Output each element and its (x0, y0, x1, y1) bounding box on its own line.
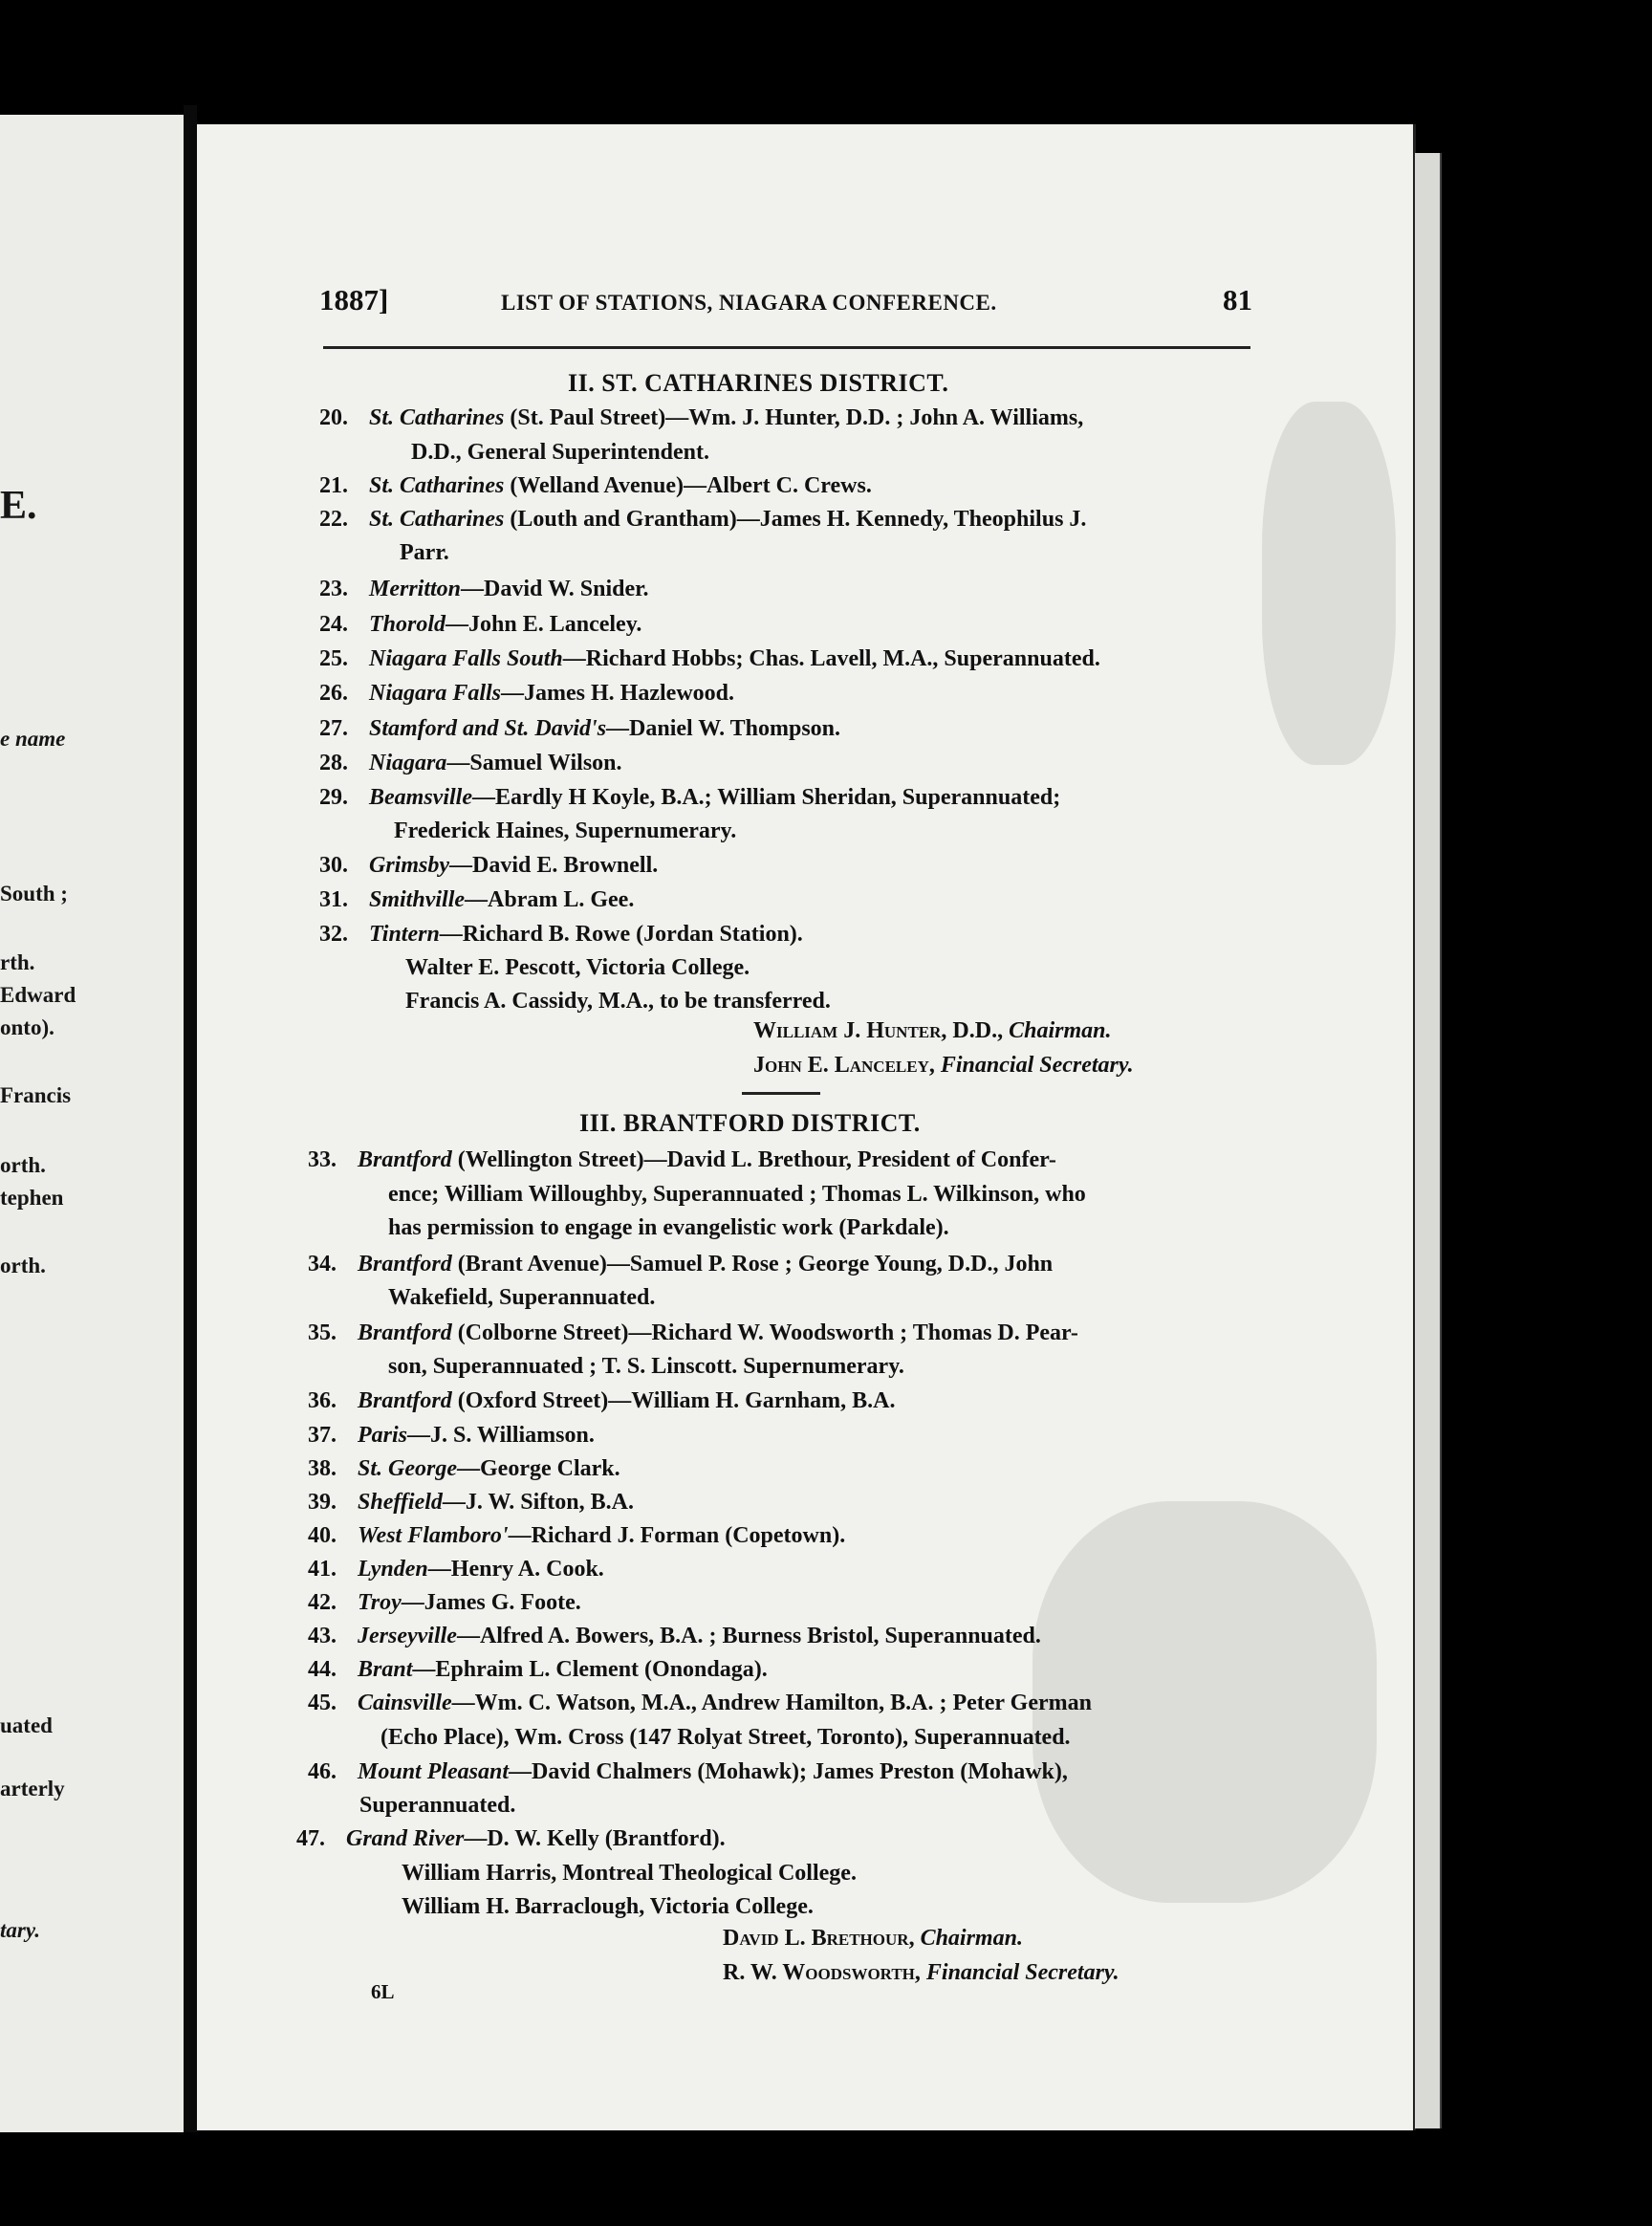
station-entry: 22. St. Catharines (Louth and Grantham)—James H. Kennedy, Theophilus J. (319, 507, 1087, 532)
station-entry-continuation: D.D., General Superintendent. (411, 440, 709, 465)
running-header (319, 283, 1252, 342)
station-entry: 44. Brant—Ephraim L. Clement (Onondaga). (308, 1657, 768, 1682)
secretary-signature: R. W. Woodsworth, Financial Secretary. (723, 1960, 1119, 1985)
chairman-signature: William J. Hunter, D.D., Chairman. (753, 1018, 1112, 1043)
station-entry: 28. Niagara—Samuel Wilson. (319, 751, 622, 775)
section-divider (742, 1092, 820, 1095)
station-entry: 47. Grand River—D. W. Kelly (Brantford). (296, 1826, 726, 1851)
station-entry: 30. Grimsby—David E. Brownell. (319, 853, 659, 878)
extra-name: William Harris, Montreal Theological College. (402, 1861, 857, 1886)
left-page-text: tary. (0, 1918, 40, 1942)
left-page-text: orth. (0, 1254, 46, 1277)
left-page-text: uated (0, 1713, 53, 1737)
left-page-text: E. (0, 484, 37, 528)
header-title: LIST OF STATIONS, NIAGARA CONFERENCE. (501, 291, 997, 315)
district-title: III. BRANTFORD DISTRICT. (579, 1109, 921, 1137)
station-entry-continuation: has permission to engage in evangelistic work (Parkdale). (388, 1215, 949, 1240)
district-title: II. ST. CATHARINES DISTRICT. (568, 369, 949, 397)
station-entry: 43. Jerseyville—Alfred A. Bowers, B.A. ; Burness Bristol, Superannuated. (308, 1624, 1041, 1648)
page-number: 81 (1223, 283, 1252, 316)
station-entry: 38. St. George—George Clark. (308, 1456, 620, 1481)
station-entry-continuation: (Echo Place), Wm. Cross (147 Rolyat Street, Toronto), Superannuated. (380, 1725, 1071, 1750)
station-entry: 37. Paris—J. S. Williamson. (308, 1423, 595, 1448)
left-page-fragment (0, 115, 184, 2132)
station-entry-continuation: Parr. (400, 540, 449, 565)
station-entry-continuation: Wakefield, Superannuated. (388, 1285, 656, 1310)
station-entry: 21. St. Catharines (Welland Avenue)—Albert C. Crews. (319, 473, 872, 498)
station-entry-continuation: Frederick Haines, Supernumerary. (394, 818, 737, 843)
secretary-signature: John E. Lanceley, Financial Secretary. (753, 1053, 1134, 1078)
left-page-text: Francis (0, 1083, 72, 1107)
station-entry-continuation: son, Superannuated ; T. S. Linscott. Supernumerary. (388, 1354, 904, 1379)
left-page-text: e name (0, 727, 66, 751)
station-entry: 34. Brantford (Brant Avenue)—Samuel P. Rose ; George Young, D.D., John (308, 1252, 1054, 1277)
chairman-signature: David L. Brethour, Chairman. (723, 1926, 1023, 1951)
station-entry: 25. Niagara Falls South—Richard Hobbs; Chas. Lavell, M.A., Superannuated. (319, 646, 1100, 671)
left-page-text: orth. (0, 1153, 46, 1177)
page-edge (1415, 153, 1442, 2128)
station-entry: 23. Merritton—David W. Snider. (319, 577, 649, 601)
station-entry: 29. Beamsville—Eardly H Koyle, B.A.; William Sheridan, Superannuated; (319, 785, 1061, 810)
header-rule (323, 346, 1250, 349)
station-entry: 27. Stamford and St. David's—Daniel W. Thompson. (319, 716, 841, 741)
left-page-text: rth. (0, 950, 35, 974)
extra-name: Walter E. Pescott, Victoria College. (405, 955, 750, 980)
printer-signature-mark: 6L (371, 1980, 395, 2003)
left-page-text: tephen (0, 1186, 64, 1210)
station-entry: 45. Cainsville—Wm. C. Watson, M.A., Andrew Hamilton, B.A. ; Peter German (308, 1691, 1092, 1715)
left-page-text: Edward (0, 983, 76, 1007)
station-entry: 32. Tintern—Richard B. Rowe (Jordan Station). (319, 922, 803, 947)
station-entry: 42. Troy—James G. Foote. (308, 1590, 581, 1615)
left-page-text: arterly (0, 1777, 65, 1800)
station-entry: 20. St. Catharines (St. Paul Street)—Wm. J. Hunter, D.D. ; John A. Williams, (319, 405, 1084, 430)
station-entry: 26. Niagara Falls—James H. Hazlewood. (319, 681, 735, 706)
paper-stain (1262, 402, 1396, 765)
station-entry: 41. Lynden—Henry A. Cook. (308, 1557, 604, 1582)
station-entry: 24. Thorold—John E. Lanceley. (319, 612, 642, 637)
extra-name: William H. Barraclough, Victoria College. (402, 1894, 814, 1919)
left-page-text: onto). (0, 1015, 54, 1039)
station-entry: 36. Brantford (Oxford Street)—William H. Garnham, B.A. (308, 1388, 896, 1413)
header-year: 1887] (319, 283, 389, 316)
station-entry-continuation: ence; William Willoughby, Superannuated ; Thomas L. Wilkinson, who (388, 1182, 1086, 1207)
station-entry: 35. Brantford (Colborne Street)—Richard W. Woodsworth ; Thomas D. Pear- (308, 1320, 1078, 1345)
station-entry: 46. Mount Pleasant—David Chalmers (Mohawk); James Preston (Mohawk), (308, 1759, 1068, 1784)
book-gutter (184, 105, 197, 2132)
station-entry: 31. Smithville—Abram L. Gee. (319, 887, 635, 912)
extra-name: Francis A. Cassidy, M.A., to be transferred. (405, 989, 831, 1014)
station-entry: 40. West Flamboro'—Richard J. Forman (Copetown). (308, 1523, 846, 1548)
station-entry: 39. Sheffield—J. W. Sifton, B.A. (308, 1490, 634, 1515)
station-entry: 33. Brantford (Wellington Street)—David L. Brethour, President of Confer- (308, 1147, 1056, 1172)
station-entry-continuation: Superannuated. (359, 1793, 516, 1818)
left-page-text: South ; (0, 882, 68, 906)
